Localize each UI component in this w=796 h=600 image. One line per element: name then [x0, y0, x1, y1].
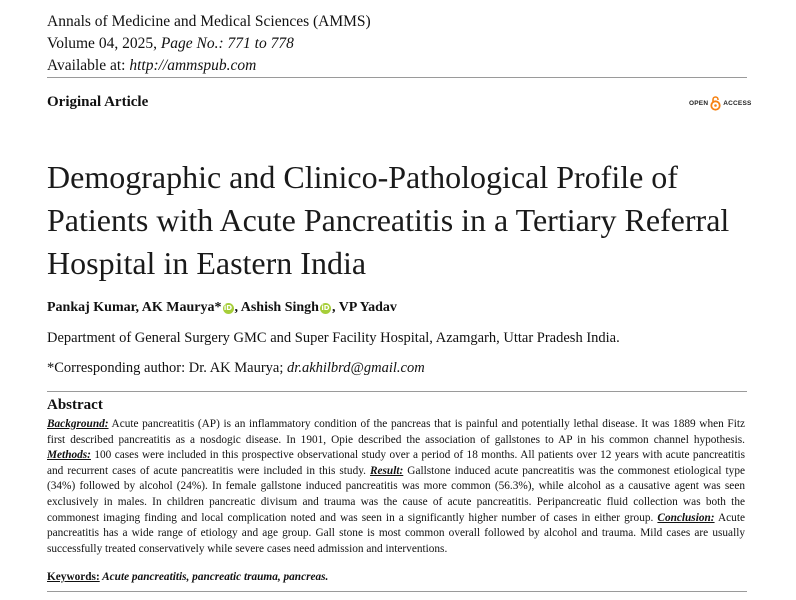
corresponding-email-link[interactable]: dr.akhilbrd@gmail.com: [287, 360, 425, 376]
result-label: Result:: [369, 464, 404, 477]
orcid-icon[interactable]: iD: [321, 303, 330, 312]
article-type: Original Article: [47, 94, 149, 110]
author-singh: , Ashish Singh: [234, 300, 319, 315]
abstract-body: [47, 417, 745, 557]
background-label: Background:: [47, 418, 109, 430]
open-access-right-text: ACCESS: [723, 99, 752, 107]
journal-url-link[interactable]: http://ammspub.com: [129, 57, 257, 74]
footer-divider: [47, 591, 747, 592]
result-text: Gallstone induced acute pancreatitis was the commonest etiological type (34%) followed by alcohol (24%). In female gallstone induced pancreatitis was more common (56.3%), while alcohol as a causative agent was seen exclusively in males. In children pancreatic divisum and trauma was the cause of acute pancreatitis. Peripancreatic fluid collection was both the commonest imaging finding and local complication noted and was seen in a significantly higher number of cases in either group.: [47, 464, 745, 524]
affiliation: Department of General Surgery GMC and Super Facility Hospital, Azamgarh, Uttar Pradesh India.: [47, 330, 620, 346]
open-access-lock-icon: [710, 95, 721, 111]
abstract-heading: Abstract: [47, 397, 103, 413]
methods-text: 100 cases were included in this prospective observational study over a period of 18 months. All patients over 12 years with acute pancreatitis and recurrent cases of acute pancreatitis were included in this study.: [47, 449, 745, 477]
abstract-divider: [47, 391, 747, 392]
conclusion-label: Conclusion:: [657, 511, 715, 524]
journal-volume: Volume 04, 2025, Page No.: 771 to 778: [47, 35, 294, 52]
author-yadav: , VP Yadav: [331, 300, 397, 315]
open-access-left-text: OPEN: [689, 99, 709, 107]
open-access-badge: [689, 95, 752, 111]
corresponding-author: *Corresponding author: Dr. AK Maurya; dr.akhilbrd@gmail.com: [47, 360, 425, 376]
keywords-label: Keywords:: [47, 571, 100, 583]
journal-header: [47, 11, 371, 77]
header-divider: [47, 77, 747, 78]
keywords-text: Acute pancreatitis, pancreatic trauma, pancreas.: [99, 571, 329, 583]
author-kumar-maurya: Pankaj Kumar, AK Maurya*: [47, 300, 222, 315]
keywords: [47, 571, 328, 583]
article-title: Demographic and Clinico-Pathological Profile of Patients with Acute Pancreatitis in a Tertiary Referral Hospital in Eastern India: [47, 159, 730, 281]
journal-name: Annals of Medicine and Medical Sciences (AMMS): [47, 13, 371, 30]
page-numbers: Page No.: 771 to 778: [160, 35, 294, 52]
conclusion-text: Acute pancreatitis has a wide range of etiology and age group. Gall stone is most common overall followed by alcohol and trauma. Mild cases are usually successfully treated conservatively while severe cases need admission and interventions.: [47, 511, 745, 555]
methods-label: Methods:: [47, 449, 91, 462]
author-list: [47, 300, 397, 316]
journal-availability: Available at: http://ammspub.com: [47, 57, 257, 74]
background-text: Acute pancreatitis (AP) is an inflammatory condition of the pancreas that is painful and potentially lethal disease. It was 1889 when Fitz first described pancreatitis as a nosdogic disease. In 1901, Opie described the association of gallstones to AP in his common channel hypothesis.: [47, 418, 745, 446]
orcid-icon[interactable]: iD: [223, 303, 233, 312]
